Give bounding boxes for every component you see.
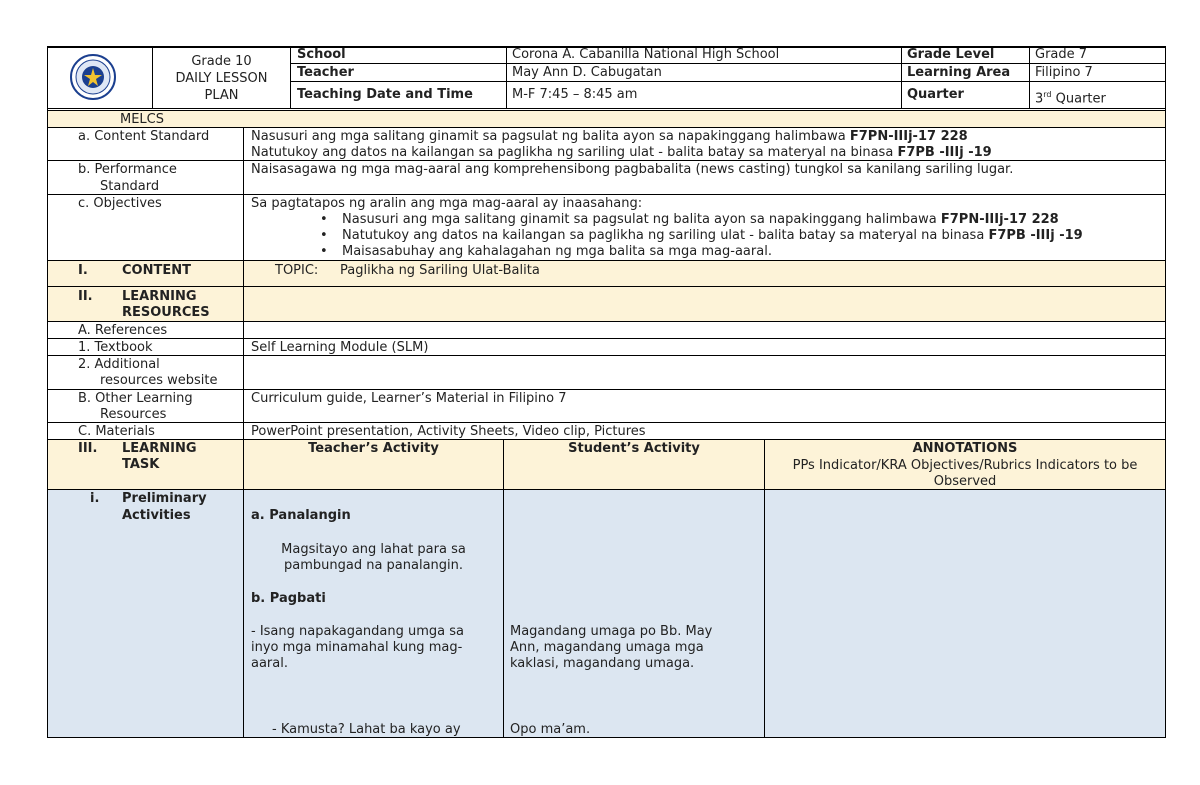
content-standard-label: a. Content Standard: [78, 129, 210, 144]
topic-label: TOPIC:: [275, 263, 319, 278]
performance-standard-label-1: b. Performance: [78, 162, 177, 177]
task-label-1: LEARNING: [122, 441, 197, 456]
quarter-label: Quarter: [907, 87, 964, 102]
materials-label: C. Materials: [78, 424, 155, 439]
dlp-title-line2: DAILY LESSON: [175, 71, 268, 86]
content-standard-line2: Natutukoy ang datos na kailangan sa paglikha ng sariling ulat - balita batay sa materyal na binasa F7PB -IIIj -19: [251, 145, 992, 160]
melcs-heading: MELCS: [120, 112, 165, 127]
student-activity-header: Student’s Activity: [568, 441, 700, 456]
dlp-title-line1: Grade 10: [191, 54, 252, 69]
grade-level-label: Grade Level: [907, 47, 995, 62]
textbook-label: 1. Textbook: [78, 340, 153, 355]
content-num: I.: [78, 263, 88, 278]
school-value: Corona A. Cabanilla National High School: [512, 47, 780, 62]
learning-area-value: Filipino 7: [1035, 65, 1093, 80]
teacher-activity-header: Teacher’s Activity: [308, 441, 439, 456]
student-reply-1-line2: Ann, magandang umaga mga: [510, 640, 704, 655]
grade-level-value: Grade 7: [1035, 47, 1088, 62]
annotations-header: ANNOTATIONS: [912, 441, 1018, 456]
objective-item: • Natutukoy ang datos na kailangan sa paglikha ng sariling ulat - balita batay sa materyal na binasa F7PB -IIIj -19: [320, 228, 1083, 243]
objectives-label: c. Objectives: [78, 196, 162, 211]
additional-resources-label-1: 2. Additional: [78, 357, 160, 372]
dlp-title-line3: PLAN: [204, 88, 239, 103]
preliminary-label-1: Preliminary: [122, 491, 207, 506]
topic-value: Paglikha ng Sariling Ulat-Balita: [340, 263, 540, 278]
materials-value: PowerPoint presentation, Activity Sheets, Video clip, Pictures: [251, 424, 646, 439]
student-reply-1-line3: kaklasi, magandang umaga.: [510, 656, 695, 671]
references-label: A. References: [78, 323, 168, 338]
other-resources-label-1: B. Other Learning: [78, 391, 193, 406]
melcs-heading-band: [47, 111, 1165, 127]
teacher-label: Teacher: [297, 65, 354, 80]
pagbati-text-1: - Isang napakagandang umga sa: [251, 624, 465, 639]
content-band: [47, 260, 1165, 286]
textbook-value: Self Learning Module (SLM): [251, 340, 429, 355]
resources-label-1: LEARNING: [122, 289, 197, 304]
school-label: School: [297, 47, 346, 62]
panalangin-text-2: pambungad na panalangin.: [283, 558, 464, 573]
preliminary-num: i.: [90, 491, 100, 506]
other-resources-label-2: Resources: [100, 407, 167, 422]
kamusta-text: - Kamusta? Lahat ba kayo ay: [272, 722, 461, 737]
pagbati-text-3: aaral.: [251, 656, 288, 671]
learning-area-label: Learning Area: [907, 65, 1011, 80]
preliminary-band: [47, 489, 1165, 737]
additional-resources-label-2: resources website: [100, 373, 218, 388]
task-label-2: TASK: [122, 457, 160, 472]
teacher-value: May Ann D. Cabugatan: [512, 65, 662, 80]
objective-item: • Nasusuri ang mga salitang ginamit sa pagsulat ng balita ayon sa napakinggang halimbawa F7PN-IIIj-17 228: [320, 212, 1059, 227]
objective-item: • Maisasabuhay ang kahalagahan ng mga balita sa mga mag-aaral.: [320, 244, 772, 259]
content-standard-line1: Nasusuri ang mga salitang ginamit sa pagsulat ng balita ayon sa napakinggang halimbawa F7PN-IIIj-17 228: [251, 129, 968, 144]
other-resources-value: Curriculum guide, Learner’s Material in Filipino 7: [251, 391, 567, 406]
content-label: CONTENT: [122, 263, 191, 278]
date-label: Teaching Date and Time: [297, 87, 473, 102]
student-reply-2: Opo ma’am.: [510, 722, 591, 737]
task-num: III.: [78, 441, 98, 456]
annotations-subheader-1: PPs Indicator/KRA Objectives/Rubrics Indicators to be: [792, 458, 1138, 473]
performance-standard-label-2: Standard: [100, 179, 160, 194]
panalangin-text-1: Magsitayo ang lahat para sa: [281, 542, 466, 557]
preliminary-label-2: Activities: [122, 508, 191, 523]
annotations-subheader-2: Observed: [933, 474, 997, 489]
pagbati-heading: b. Pagbati: [251, 591, 326, 606]
performance-standard-text: Naisasagawa ng mga mag-aaral ang komprehensibong pagbabalita (news casting) tungkol sa kanilang sariling lugar.: [251, 162, 1014, 177]
resources-label-2: RESOURCES: [122, 305, 210, 320]
quarter-value: 3rd Quarter: [1035, 90, 1106, 107]
pagbati-text-2: inyo mga minamahal kung mag-: [251, 640, 463, 655]
resources-num: II.: [78, 289, 93, 304]
objectives-intro: Sa pagtatapos ng aralin ang mga mag-aaral ay inaasahang:: [251, 196, 643, 211]
deped-seal-logo: [70, 53, 116, 101]
date-value: M-F 7:45 – 8:45 am: [512, 87, 638, 102]
resources-band: [47, 286, 1165, 321]
student-reply-1-line1: Magandang umaga po Bb. May: [510, 624, 713, 639]
panalangin-heading: a. Panalangin: [251, 508, 351, 523]
